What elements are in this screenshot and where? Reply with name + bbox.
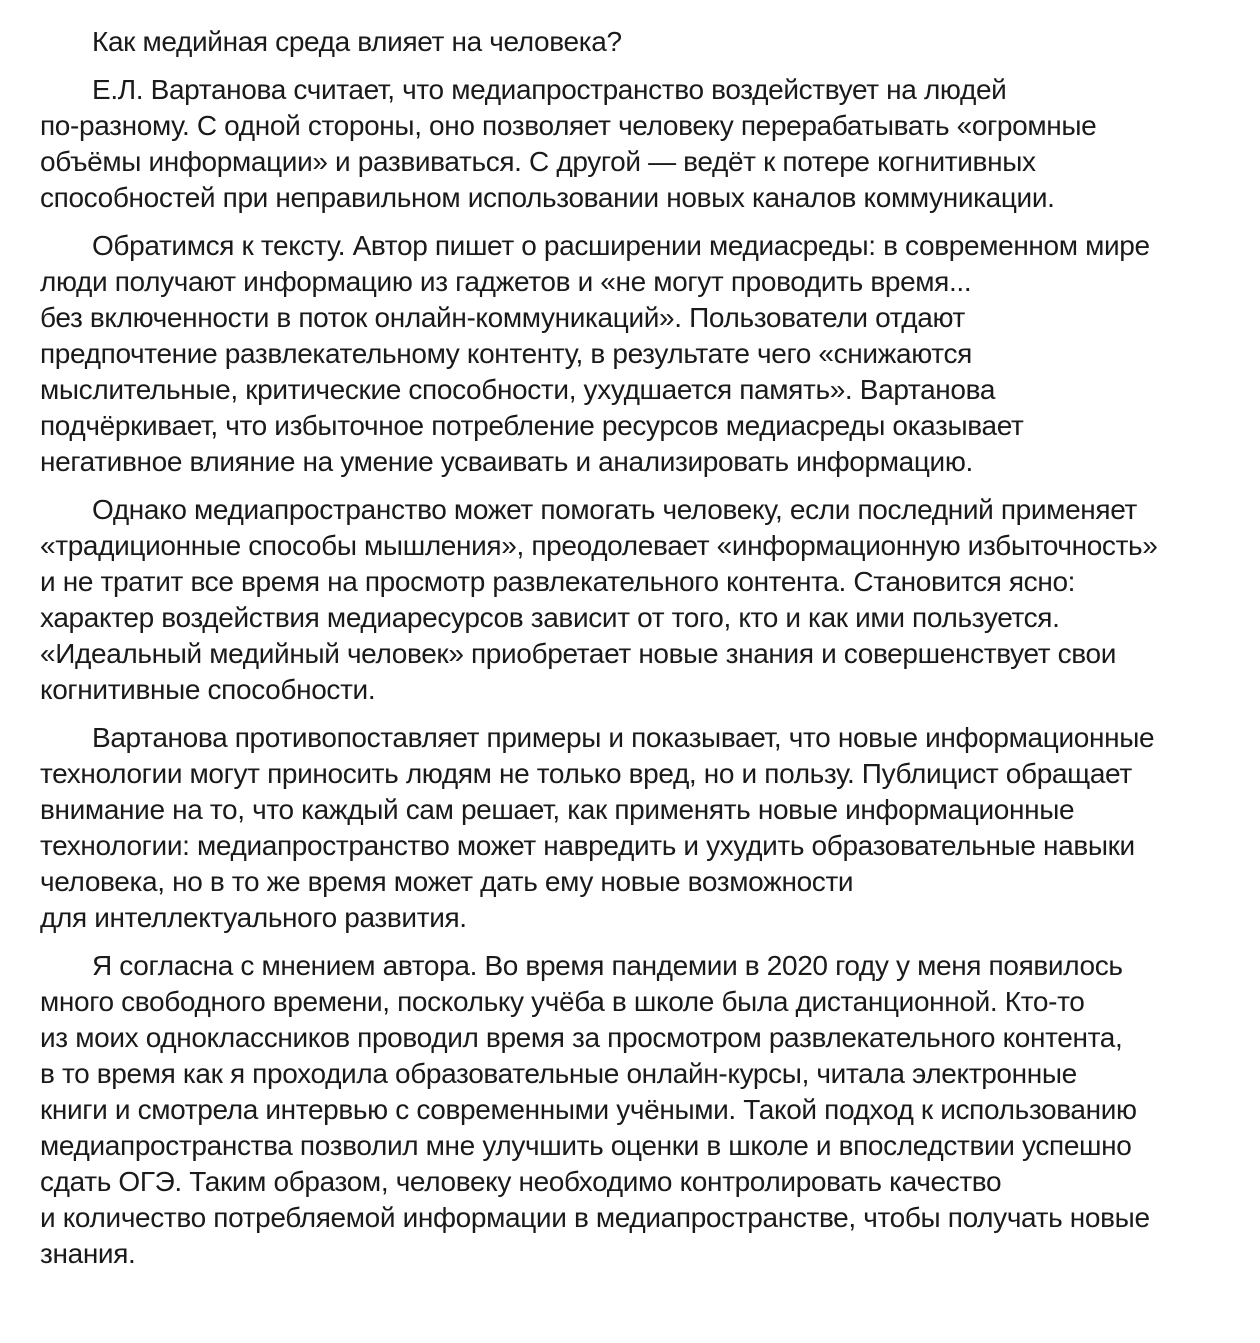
essay-paragraph-text: Я согласна с мнением автора. Во время пандемии в 2020 году у меня появилось много свободного времени, поскольку учёба в школе была дистанционной. Кто-то из моих одноклассников проводил время за просмотром развлекательного контента, в то время как я проходила образовательные онлайн-курсы, читала электронные книги и смотрела интервью с современными учёными. Такой подход к использованию медиапространства позволил мне улучшить оценки в школе и впоследствии успешно сдать ОГЭ. Таким образом, человеку необходимо контролировать качество и количество потребляемой информации в медиапространстве, чтобы получать новые знания. xyxy=(40,950,1150,1269)
essay-paragraph-3 xyxy=(40,492,1240,708)
essay-paragraph-5 xyxy=(40,948,1240,1272)
essay-paragraph-1 xyxy=(40,72,1240,216)
essay-paragraph-text: Однако медиапространство может помогать человеку, если последний применяет «традиционные способы мышления», преодолевает «информационную избыточность» и не тратит все время на просмотр развлекательного контента. Становится ясно: характер воздействия медиаресурсов зависит от того, кто и как ими пользуется. «Идеальный медийный человек» приобретает новые знания и совершенствует свои когнитивные способности. xyxy=(40,494,1158,705)
essay-question xyxy=(40,24,1240,60)
essay-paragraph-text: Вартанова противопоставляет примеры и показывает, что новые информационные технологии могут приносить людям не только вред, но и пользу. Публицист обращает внимание на то, что каждый сам решает, как применять новые информационные технологии: медиапространство может навредить и ухудить образовательные навыки человека, но в то же время может дать ему новые возможности для интеллектуального развития. xyxy=(40,722,1155,933)
essay-question-text: Как медийная среда влияет на человека? xyxy=(92,26,622,57)
essay-paragraph-4 xyxy=(40,720,1240,936)
essay-paragraph-2 xyxy=(40,228,1240,480)
essay-paragraph-text: Е.Л. Вартанова считает, что медиапространство воздействует на людей по-разному. С одной стороны, оно позволяет человеку перерабатывать «огромные объёмы информации» и развиваться. С другой — ведёт к потере когнитивных способностей при неправильном использовании новых каналов коммуникации. xyxy=(40,74,1097,213)
essay-paragraph-text: Обратимся к тексту. Автор пишет о расширении медиасреды: в современном мире люди получают информацию из гаджетов и «не могут проводить время... без включенности в поток онлайн-коммуникаций». Пользователи отдают предпочтение развлекательному контенту, в результате чего «снижаются мыслительные, критические способности, ухудшается память». Вартанова подчёркивает, что избыточное потребление ресурсов медиасреды оказывает негативное влияние на умение усваивать и анализировать информацию. xyxy=(40,230,1150,477)
